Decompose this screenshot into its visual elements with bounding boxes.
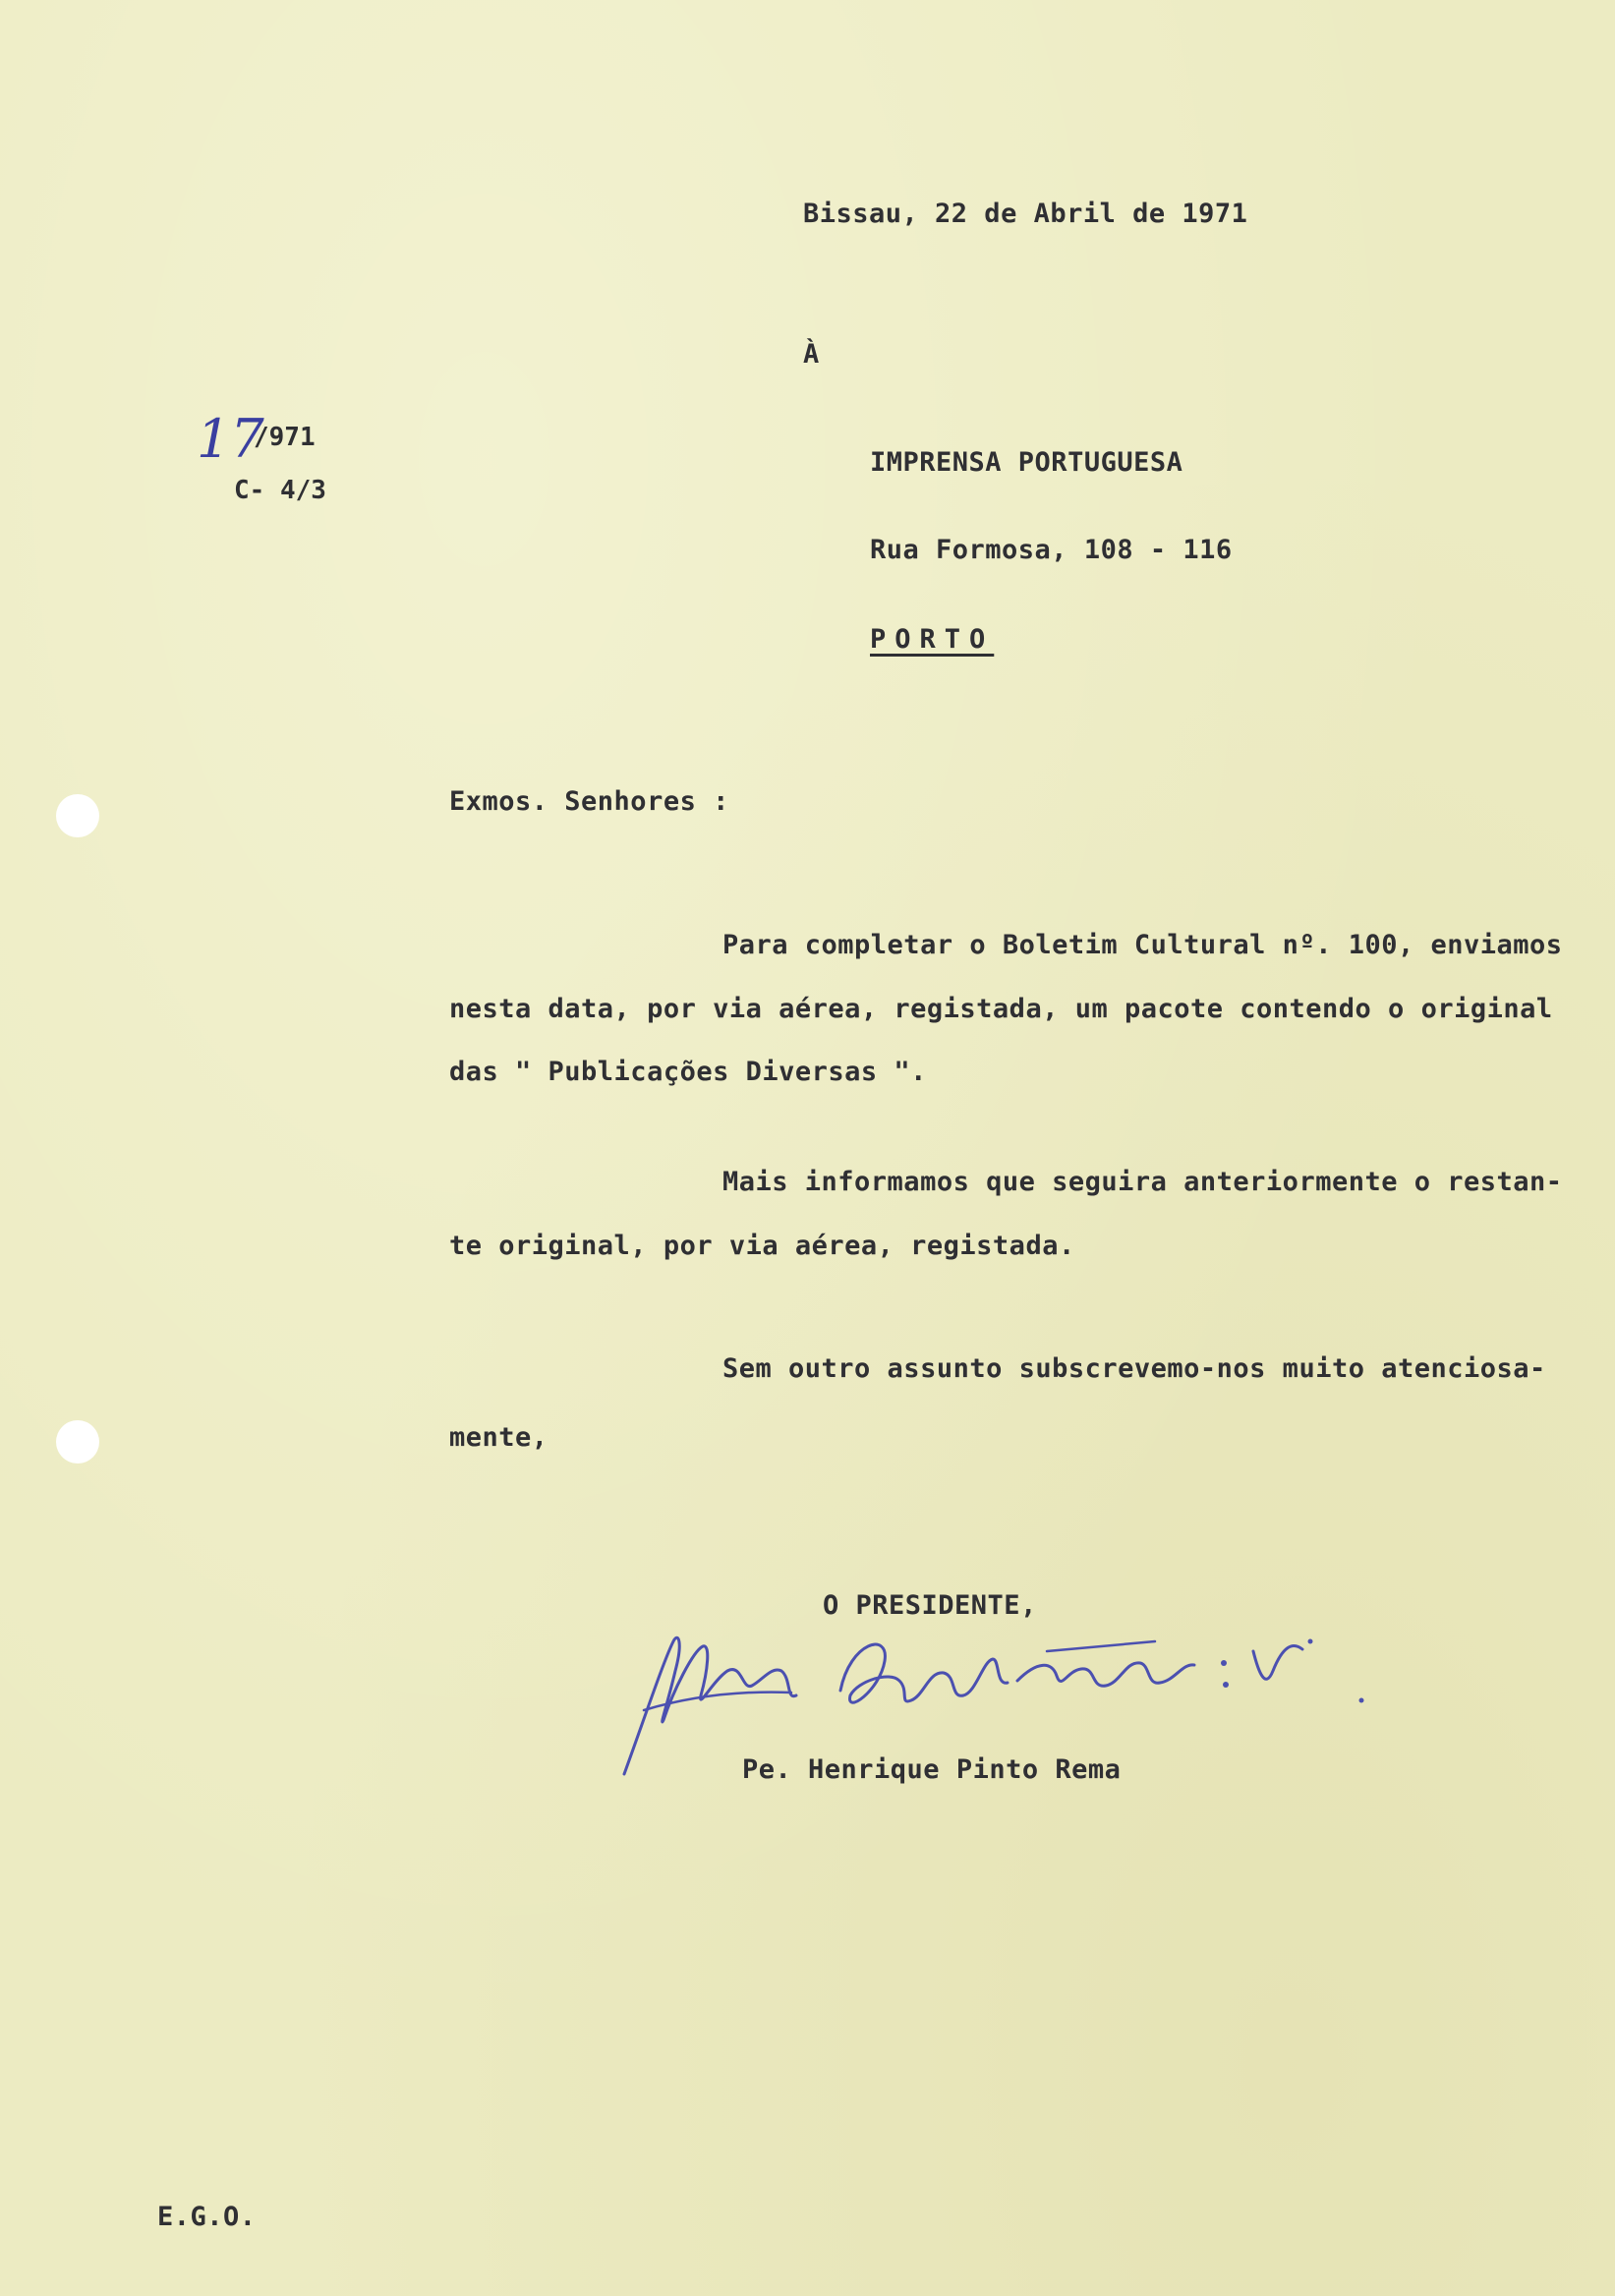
recipient-street: Rua Formosa, 108 - 116 xyxy=(870,535,1233,565)
punch-hole-top xyxy=(56,794,99,837)
reference-year: /971 xyxy=(254,423,316,452)
signatory-name: Pe. Henrique Pinto Rema xyxy=(742,1754,1122,1785)
paragraph-3-line-1: Sem outro assunto subscrevemo-nos muito atenciosa- xyxy=(722,1353,1546,1384)
paragraph-2-line-1: Mais informamos que seguira anteriormente o restan- xyxy=(722,1167,1563,1197)
paragraph-1-line-1: Para completar o Boletim Cultural nº. 100, enviamos xyxy=(722,930,1563,960)
greeting: Exmos. Senhores : xyxy=(449,786,729,817)
footer-initials: E.G.O. xyxy=(157,2202,257,2232)
paragraph-1-line-2: nesta data, por via aérea, registada, um pacote contendo o original xyxy=(449,994,1553,1024)
to-prefix: À xyxy=(803,339,820,370)
signatory-title: O PRESIDENTE, xyxy=(823,1590,1037,1621)
recipient-name: IMPRENSA PORTUGUESA xyxy=(870,447,1183,478)
reference-code: C- 4/3 xyxy=(234,476,326,505)
punch-hole-bottom xyxy=(56,1420,99,1464)
paragraph-2-line-2: te original, por via aérea, registada. xyxy=(449,1231,1075,1261)
date-line: Bissau, 22 de Abril de 1971 xyxy=(803,199,1248,229)
paragraph-1-line-3: das " Publicações Diversas ". xyxy=(449,1057,927,1087)
handwritten-reference-number: 17 xyxy=(197,408,264,470)
paragraph-3-line-2: mente, xyxy=(449,1422,548,1453)
recipient-city: PORTO xyxy=(870,624,995,655)
